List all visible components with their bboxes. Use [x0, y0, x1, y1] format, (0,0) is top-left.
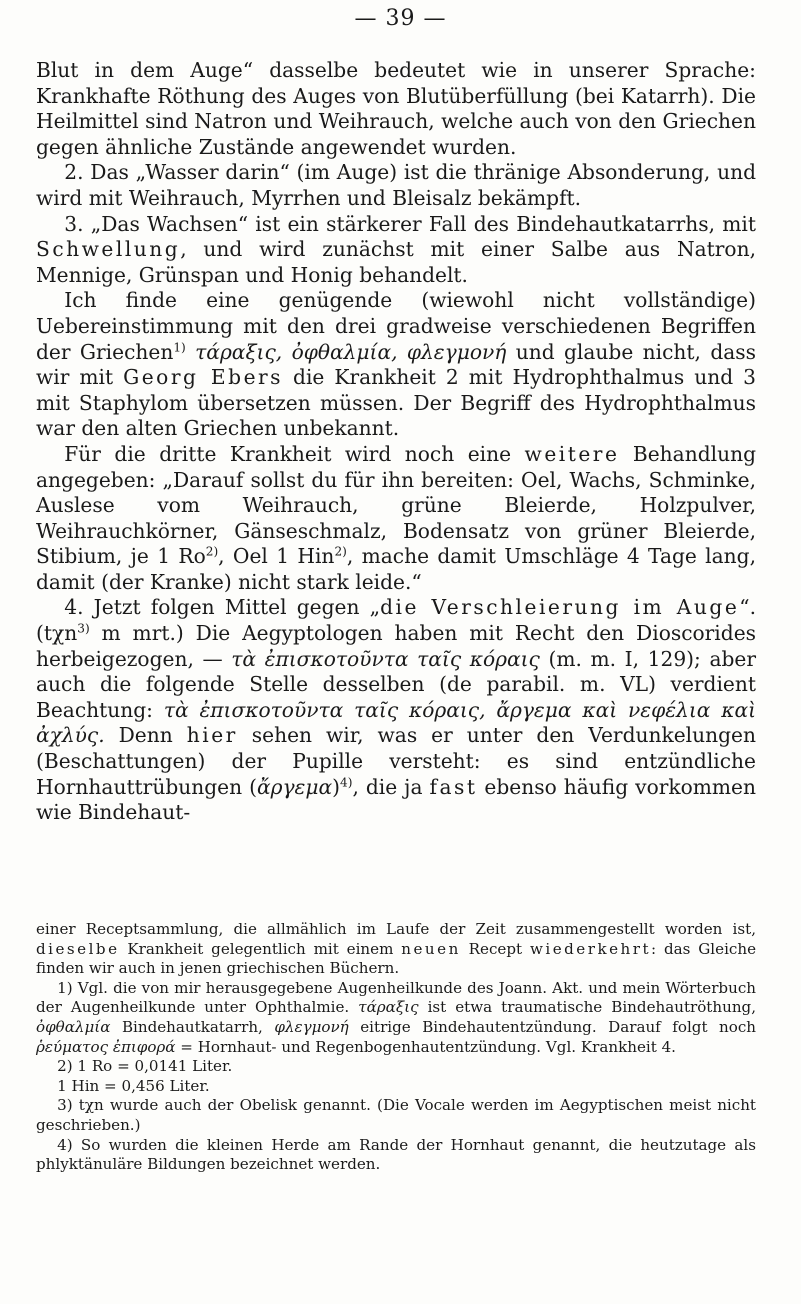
text-run: 2. Das „Wasser darin“ (im Auge) ist die thränige Absonderung, und wird mit Weihrauch, Myrrhen und Bleisalz bekämpft. — [36, 160, 756, 210]
text-run: , die ja — [352, 774, 430, 799]
text-run: 4) So wurden die kleinen Herde am Rande der Hornhaut genannt, die heutzutage als phlyktänuläre Bildungen bezeichnet werden. — [36, 1135, 756, 1174]
spaced-emphasis: Georg Ebers — [123, 365, 284, 390]
text-run: (m. m. I, 129); aber auch die folgende Stelle desselben (de parabil. m. VL) verdient Beachtung: — [36, 646, 756, 722]
text-run: und glaube nicht, dass wir mit — [36, 339, 757, 390]
footnotes — [36, 920, 756, 1175]
footnote-ref: 2) — [334, 544, 347, 559]
greek-text: τὰ ἐπισκοτοῦντα ταῖς κόραις, ἄργεμα καὶ νεφέλια καὶ ἀχλύς. — [36, 697, 756, 748]
text-run: Blut in dem Auge“ dasselbe bedeutet wie in unserer Sprache: Krankhafte Röthung des Auges von Blutüberfüllung (bei Katarrh). Die Heilmittel sind Natron und Weihrauch, welche auch von den Griechen gegen ähnliche Zustände angewendet wurden. — [36, 58, 756, 159]
page-number-header: — 39 — — [354, 6, 447, 31]
spaced-emphasis: Schwellung — [36, 237, 181, 262]
greek-text: ὀφθαλμία — [36, 1017, 111, 1036]
text-run: Recept — [460, 939, 530, 958]
footnote-1 — [36, 979, 756, 1057]
text-run: sehen wir, was er unter den Verdunkelungen (Beschattungen) der Pupille versteht: es sind entzündliche Hornhauttrübungen ( — [36, 723, 756, 799]
spaced-emphasis: wiederkehrt — [529, 939, 652, 958]
spaced-emphasis: fast — [429, 774, 478, 799]
text-run: die Krankheit 2 mit Hydrophthalmus und 3 mit Staphylom übersetzen müssen. Der Begriff des Hydrophthalmus war den alten Griechen unbekannt. — [36, 365, 756, 441]
text-run: ist etwa traumatische Bindehautröthung, — [418, 998, 756, 1017]
text-run: , Oel 1 Hin — [218, 544, 335, 569]
text-run — [186, 340, 195, 364]
footnote-ref: 1) — [173, 339, 186, 354]
text-run: : das Gleiche finden wir auch in jenen griechischen Büchern. — [36, 939, 757, 978]
footnote-2 — [36, 1057, 756, 1077]
text-run: Behandlung angegeben: „Darauf sollst du für ihn bereiten: Oel, Wachs, Schminke, Auslese vom Weihrauch, grüne Bleierde, Holzpulver, Weihrauchkörner, Gänseschmalz, Bodensatz von grüner Bleierde, Stibium, je 1 Ro — [36, 441, 757, 569]
text-run: einer Receptsammlung, die allmählich im Laufe der Zeit zusammengestellt worden ist, — [36, 920, 756, 938]
greek-text: ἄργεμα — [256, 774, 333, 799]
spaced-emphasis: neuen — [401, 939, 461, 958]
footnote-continuation — [36, 920, 756, 979]
text-run: Ich finde eine genügende (wiewohl nicht vollständige) Uebereinstimmung mit den drei gradweise verschiedenen Begriffen der Griechen — [36, 288, 756, 364]
text-run: ) — [332, 774, 341, 799]
greek-text: τάραξις, ὀφθαλμία, φλεγμονή — [195, 339, 507, 364]
text-run: 4. Jetzt folgen Mittel gegen „ — [64, 595, 381, 620]
body-text — [36, 58, 756, 826]
footnote-4 — [36, 1136, 756, 1175]
spaced-emphasis: die Verschleierung im Auge — [380, 595, 740, 620]
text-run: Denn — [104, 723, 187, 748]
text-run: 3. „Das Wachsen“ ist ein stärkerer Fall des Bindehautkatarrhs, mit — [64, 211, 756, 236]
text-run: 3) tχn wurde auch der Obelisk genannt. (Die Vocale werden im Aegyptischen meist nicht geschrieben.) — [36, 1096, 756, 1134]
text-run: , und wird zunächst mit einer Salbe aus Natron, Mennige, Grünspan und Honig behandelt. — [36, 237, 756, 287]
paragraph-2 — [36, 160, 756, 211]
footnote-ref: 4) — [340, 774, 353, 789]
text-run: “. (tχn — [36, 595, 757, 646]
paragraph-1 — [36, 58, 756, 160]
footnote-2-cont — [36, 1077, 756, 1097]
greek-text: ῥεύματος ἐπιφορά — [36, 1037, 176, 1056]
spaced-emphasis: dieselbe — [36, 939, 120, 958]
text-run: 1) Vgl. die von mir herausgegebene Augenheilkunde des Joann. Akt. und mein Wörterbuch der Augenheilkunde unter Ophthalmie. — [36, 978, 756, 1017]
footnote-ref: 2) — [205, 544, 219, 559]
greek-text: τάραξις — [358, 998, 419, 1017]
greek-text: φλεγμονή — [274, 1017, 349, 1036]
footnote-3 — [36, 1096, 756, 1135]
text-run: m mrt.) Die Aegyptologen haben mit Recht den Dioscorides herbeigezogen, — — [36, 621, 756, 671]
text-run: = Hornhaut- und Regenbogenhautentzündung. Vgl. Krankheit 4. — [175, 1037, 676, 1056]
paragraph-5 — [36, 442, 756, 596]
text-run: ebenso häufig vorkommen wie Bindehaut- — [36, 774, 756, 825]
paragraph-3 — [36, 212, 756, 289]
text-run: Bindehautkatarrh, — [110, 1017, 275, 1036]
spaced-emphasis: weitere — [524, 441, 620, 466]
spaced-emphasis: hier — [186, 723, 238, 748]
text-run: 1 Hin = 0,456 Liter. — [57, 1076, 210, 1095]
text-run: 2) 1 Ro = 0,0141 Liter. — [57, 1057, 233, 1076]
paragraph-4 — [36, 288, 756, 442]
text-run: , mache damit Umschläge 4 Tage lang, damit (der Kranke) nicht stark leide.“ — [36, 544, 757, 594]
footnote-ref: 3) — [77, 621, 90, 636]
text-run: Krankheit gelegentlich mit einem — [119, 939, 402, 958]
paragraph-6 — [36, 595, 756, 825]
greek-text: τὰ ἐπισκοτοῦντα ταῖς κόραις — [231, 646, 540, 671]
text-run: Für die dritte Krankheit wird noch eine — [64, 441, 525, 466]
text-run: eitrige Bindehautentzündung. Darauf folgt noch — [348, 1017, 756, 1036]
